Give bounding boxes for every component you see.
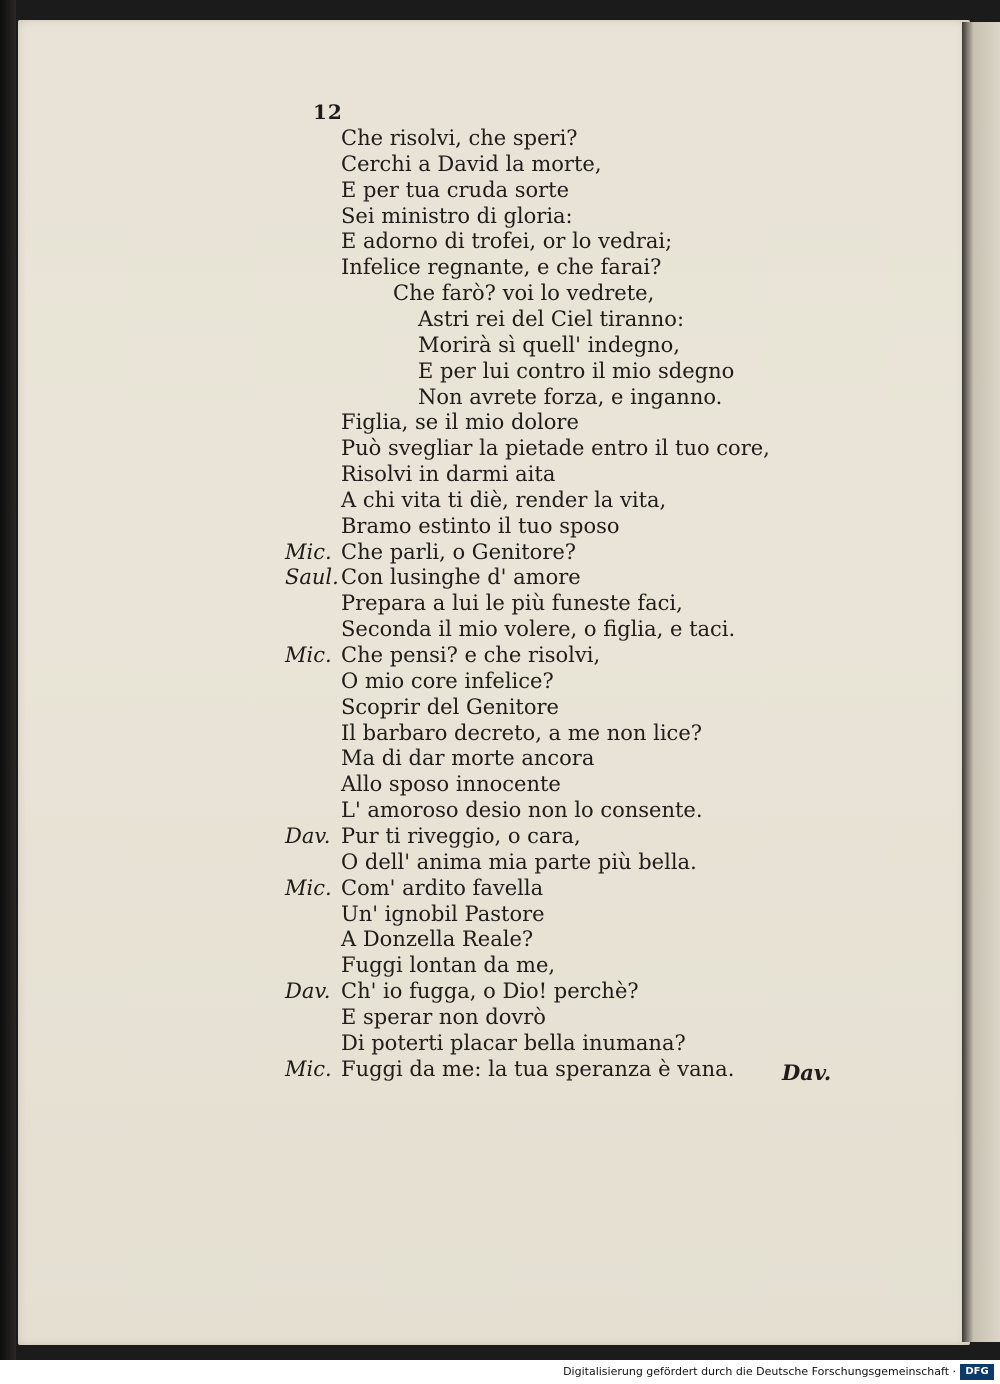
verse-line: Che pensi? e che risolvi, [341, 643, 601, 667]
speaker-label: Mic. [285, 540, 332, 564]
verse-line: Un' ignobil Pastore [341, 902, 545, 926]
next-page-edge [962, 22, 1000, 1342]
speaker-label: Mic. [285, 643, 332, 667]
verse-line: Ma di dar morte ancora [341, 746, 595, 770]
verse-line: Il barbaro decreto, a me non lice? [341, 721, 702, 745]
speaker-label: Dav. [285, 824, 331, 848]
verse-line: Con lusinghe d' amore [341, 565, 581, 589]
verse-line: Astri rei del Ciel tiranno: [418, 307, 685, 331]
verse-line: E adorno di trofei, or lo vedrai; [341, 229, 673, 253]
verse-line: Com' ardito favella [341, 876, 544, 900]
verse-line: Ch' io fugga, o Dio! perchè? [341, 979, 639, 1003]
verse-line: Che farò? voi lo vedrete, [393, 281, 655, 305]
page-number: 12 [313, 100, 343, 124]
binding-edge [0, 0, 16, 1360]
verse-line: Fuggi lontan da me, [341, 953, 556, 977]
verse-line: A Donzella Reale? [341, 927, 534, 951]
catchword: Dav. [782, 1060, 832, 1085]
verse-line: E per tua cruda sorte [341, 178, 570, 202]
speaker-label: Mic. [285, 876, 332, 900]
verse-line: O mio core infelice? [341, 669, 554, 693]
verse-line: Seconda il mio volere, o figlia, e taci. [341, 617, 736, 641]
verse-line: Cerchi a David la morte, [341, 152, 602, 176]
footer-credit: Digitalisierung gefördert durch die Deutsche Forschungsgemeinschaft · [563, 1365, 956, 1378]
verse-line: Risolvi in darmi aita [341, 462, 556, 486]
speaker-label: Saul. [285, 565, 339, 589]
verse-line: Allo sposo innocente [341, 772, 561, 796]
verse-line: Può svegliar la pietade entro il tuo core, [341, 436, 770, 460]
verse-line: Prepara a lui le più funeste faci, [341, 591, 683, 615]
verse-line: Infelice regnante, e che farai? [341, 255, 662, 279]
dfg-logo: DFG [960, 1364, 994, 1380]
verse-line: L' amoroso desio non lo consente. [341, 798, 703, 822]
verse-line: E per lui contro il mio sdegno [418, 359, 735, 383]
verse-line: A chi vita ti diè, render la vita, [341, 488, 667, 512]
verse-line: Pur ti riveggio, o cara, [341, 824, 581, 848]
verse-line: Morirà sì quell' indegno, [418, 333, 680, 357]
verse-line: Sei ministro di gloria: [341, 204, 573, 228]
verse-line: O dell' anima mia parte più bella. [341, 850, 697, 874]
verse-line: Non avrete forza, e inganno. [418, 385, 723, 409]
verse-line: Che parli, o Genitore? [341, 540, 577, 564]
speaker-label: Mic. [285, 1057, 332, 1081]
verse-line: Di poterti placar bella inumana? [341, 1031, 686, 1055]
verse-line: Scoprir del Genitore [341, 695, 559, 719]
verse-line: Figlia, se il mio dolore [341, 410, 579, 434]
verse-line: Fuggi da me: la tua speranza è vana. [341, 1057, 735, 1081]
verse-line: Che risolvi, che speri? [341, 126, 578, 150]
verse-line: E sperar non dovrò [341, 1005, 546, 1029]
footer-bar [0, 1360, 1000, 1384]
verse-line: Bramo estinto il tuo sposo [341, 514, 620, 538]
speaker-label: Dav. [285, 979, 331, 1003]
